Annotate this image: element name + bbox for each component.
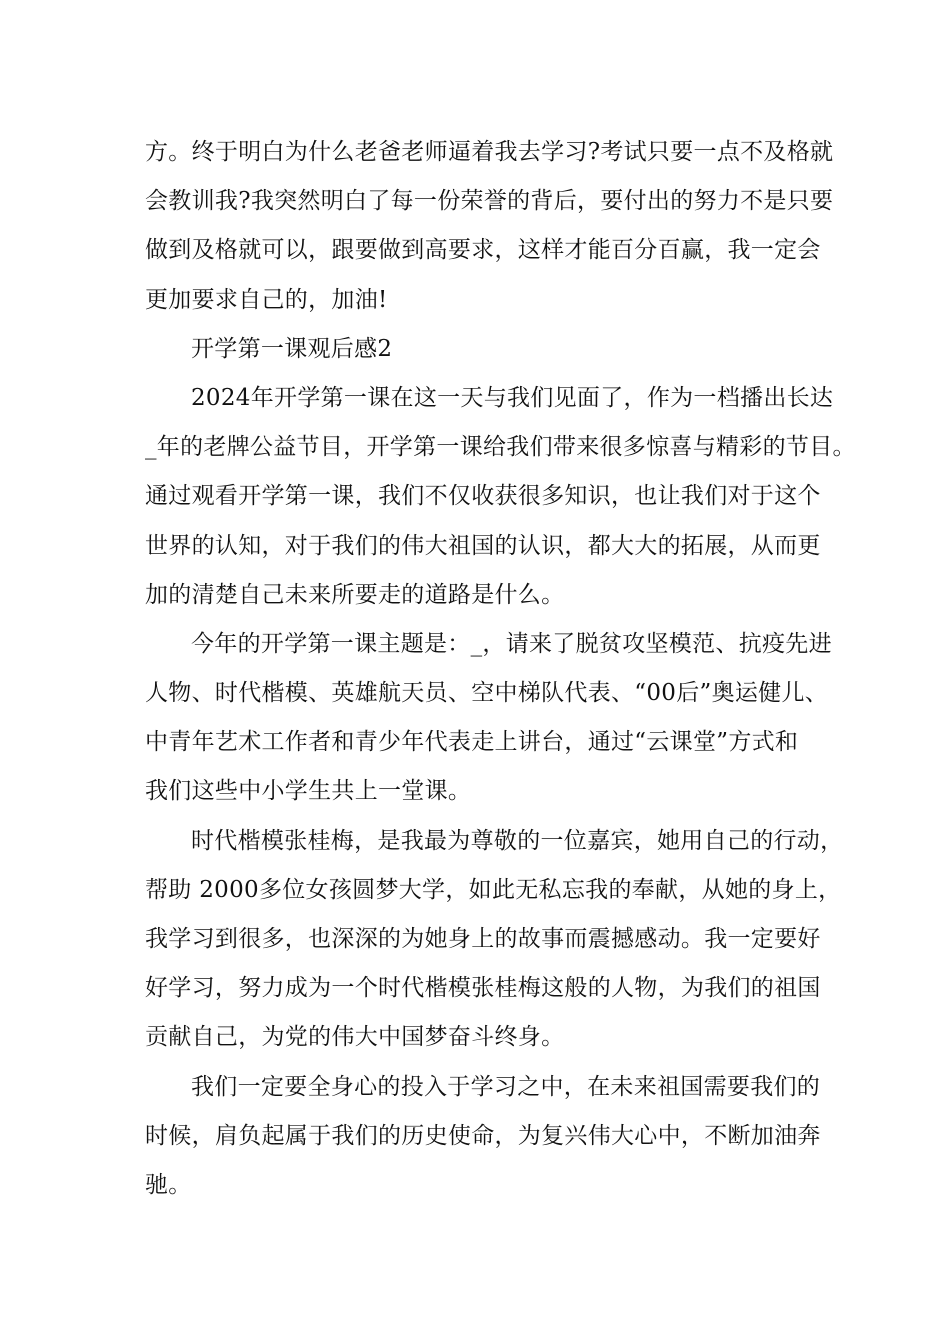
- text-line: 加的清楚自己未来所要走的道路是什么。: [145, 581, 565, 608]
- text-line: 时候，肩负起属于我们的历史使命，为复兴伟大心中，不断加油奔: [145, 1122, 821, 1149]
- section-heading: [145, 325, 825, 374]
- text-line: 做到及格就可以，跟要做到高要求，这样才能百分百赢，我一定会: [145, 237, 821, 264]
- text-line: 我学习到很多，也深深的为她身上的故事而震撼感动。我一定要好: [145, 926, 821, 952]
- text-line: 时代楷模张桂梅，是我最为尊敬的一位嘉宾，她用自己的行动，: [191, 827, 844, 854]
- text-line: 2024年开学第一课在这一天与我们见面了，作为一档播出长达: [191, 384, 834, 411]
- text-line: 驰。: [145, 1171, 192, 1198]
- paragraph-2: [145, 374, 856, 620]
- heading-line: 开学第一课观后感2: [191, 335, 393, 362]
- paragraph-4: [145, 817, 844, 1063]
- text-line: 贡献自己，为党的伟大中国梦奋斗终身。: [145, 1024, 565, 1051]
- text-line: 通过观看开学第一课，我们不仅收获很多知识，也让我们对于这个: [145, 483, 821, 510]
- text-line: 我们一定要全身心的投入于学习之中，在未来祖国需要我们的: [191, 1073, 821, 1100]
- paragraph-3: [145, 620, 832, 817]
- text-line: 好学习，努力成为一个时代楷模张桂梅这般的人物，为我们的祖国: [145, 975, 821, 1002]
- document-body: [145, 128, 856, 1210]
- text-line: 更加要求自己的，加油!: [145, 286, 388, 313]
- text-line: 方。终于明白为什么老爸老师逼着我去学习?考试只要一点不及格就: [145, 139, 834, 165]
- text-line: _年的老牌公益节目，开学第一课给我们带来很多惊喜与精彩的节目。: [145, 434, 856, 461]
- text-line: 会教训我?我突然明白了每一份荣誉的背后，要付出的努力不是只要: [145, 188, 834, 215]
- paragraph-1: [145, 128, 834, 325]
- text-line: 今年的开学第一课主题是：_，请来了脱贫攻坚模范、抗疫先进: [191, 630, 832, 657]
- text-line: 人物、时代楷模、英雄航天员、空中梯队代表、“00后”奥运健儿、: [145, 680, 829, 707]
- text-line: 我们这些中小学生共上一堂课。: [145, 778, 472, 805]
- text-line: 世界的认知，对于我们的伟大祖国的认识，都大大的拓展，从而更: [145, 532, 821, 559]
- paragraph-5: [145, 1063, 825, 1211]
- text-line: 中青年艺术工作者和青少年代表走上讲台，通过“云课堂”方式和: [145, 729, 799, 756]
- text-line: 帮助 2000多位女孩圆梦大学，如此无私忘我的奉献，从她的身上，: [145, 876, 842, 903]
